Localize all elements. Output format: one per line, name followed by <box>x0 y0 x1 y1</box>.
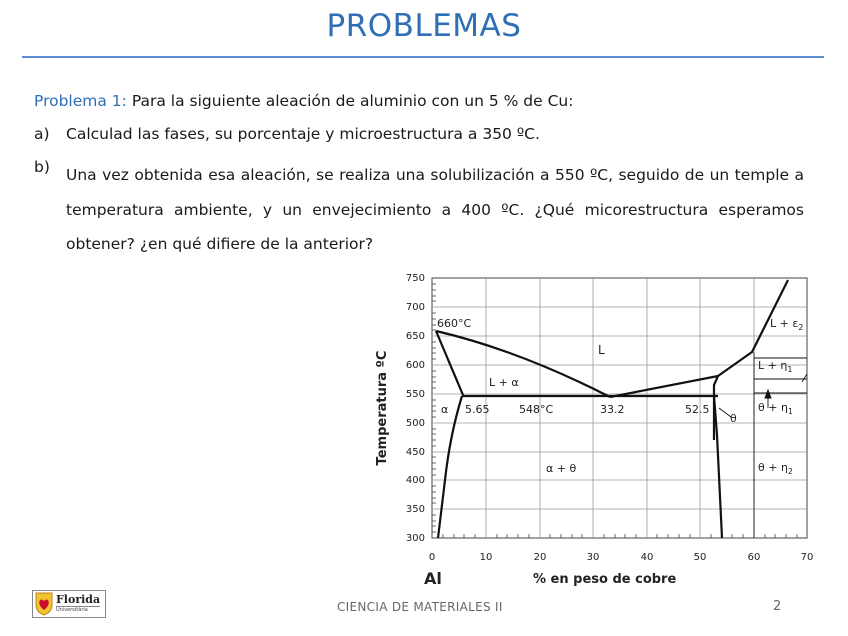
l-alpha-label: L + α <box>489 376 519 389</box>
x-tick: 20 <box>533 552 547 563</box>
x-tick: 30 <box>586 552 600 563</box>
liquid-label: L <box>598 343 605 357</box>
y-tick: 300 <box>405 533 425 544</box>
title-divider <box>22 56 824 58</box>
problem-text: Para la siguiente aleación de aluminio con un 5 % de Cu: <box>126 92 574 110</box>
problem-statement <box>34 92 573 110</box>
y-tick: 550 <box>405 389 425 400</box>
slide-title: PROBLEMAS <box>326 8 522 44</box>
y-tick: 600 <box>405 360 425 371</box>
al-cu-phase-diagram <box>368 270 828 590</box>
x-tick-labels <box>429 552 814 563</box>
item-a-text: Calculad las fases, su porcentaje y microestructura a 350 ºC. <box>66 125 540 143</box>
melt-temp-label: 660°C <box>437 317 472 330</box>
logo-subtitle: Universitària <box>56 606 100 614</box>
x-axis-label: % en peso de cobre <box>533 572 677 587</box>
alpha-theta-label: α + θ <box>546 462 577 475</box>
l-eps2-label: $L + \varepsilon_2$ <box>770 317 804 332</box>
x-tick: 60 <box>747 552 761 563</box>
y-tick: 350 <box>405 504 425 515</box>
item-b-text: Una vez obtenida esa aleación, se realiza una solubilización a 550 ºC, seguido de un temple a temperatura ambiente, y un envejecimiento a 400 ºC. ¿Qué micorestructura esperamos obtener? ¿en qué difiere de la anterior? <box>66 166 804 253</box>
theta-eta1-label: $\theta + \eta_1$ <box>758 401 794 416</box>
l-eta1-label: $L + \eta_1$ <box>758 359 793 374</box>
problem-lead: Problema 1: <box>34 92 127 110</box>
element-label: Al <box>424 569 442 588</box>
y-tick: 400 <box>405 475 425 486</box>
theta-label: θ <box>730 412 737 425</box>
x-tick: 40 <box>640 552 654 563</box>
comp-565-label: 5.65 <box>465 403 490 416</box>
x-tick: 0 <box>428 552 436 563</box>
y-tick: 700 <box>405 302 425 313</box>
comp-525-label: 52.5 <box>685 403 710 416</box>
item-a-letter: a) <box>34 125 50 143</box>
item-b-letter: b) <box>34 158 50 176</box>
y-tick: 750 <box>405 273 425 284</box>
heart-shield-icon <box>35 592 53 616</box>
comp-332-label: 33.2 <box>600 403 625 416</box>
y-tick: 450 <box>405 447 425 458</box>
x-tick: 70 <box>800 552 814 563</box>
y-axis-label: Temperatura ºC <box>375 350 390 466</box>
logo-name: Florida <box>56 593 101 606</box>
y-tick: 500 <box>405 418 425 429</box>
item-a <box>34 125 540 143</box>
theta-eta2-label: $\theta + \eta_2$ <box>758 461 794 476</box>
eutectic-temp-label: 548°C <box>519 403 554 416</box>
x-tick: 50 <box>693 552 707 563</box>
y-tick-labels <box>406 273 425 544</box>
footer-course: CIENCIA DE MATERIALES II <box>337 600 503 614</box>
page-number: 2 <box>773 599 782 614</box>
alpha-label: α <box>441 403 449 416</box>
y-tick: 650 <box>405 331 425 342</box>
x-tick: 10 <box>479 552 493 563</box>
florida-logo <box>32 590 106 618</box>
